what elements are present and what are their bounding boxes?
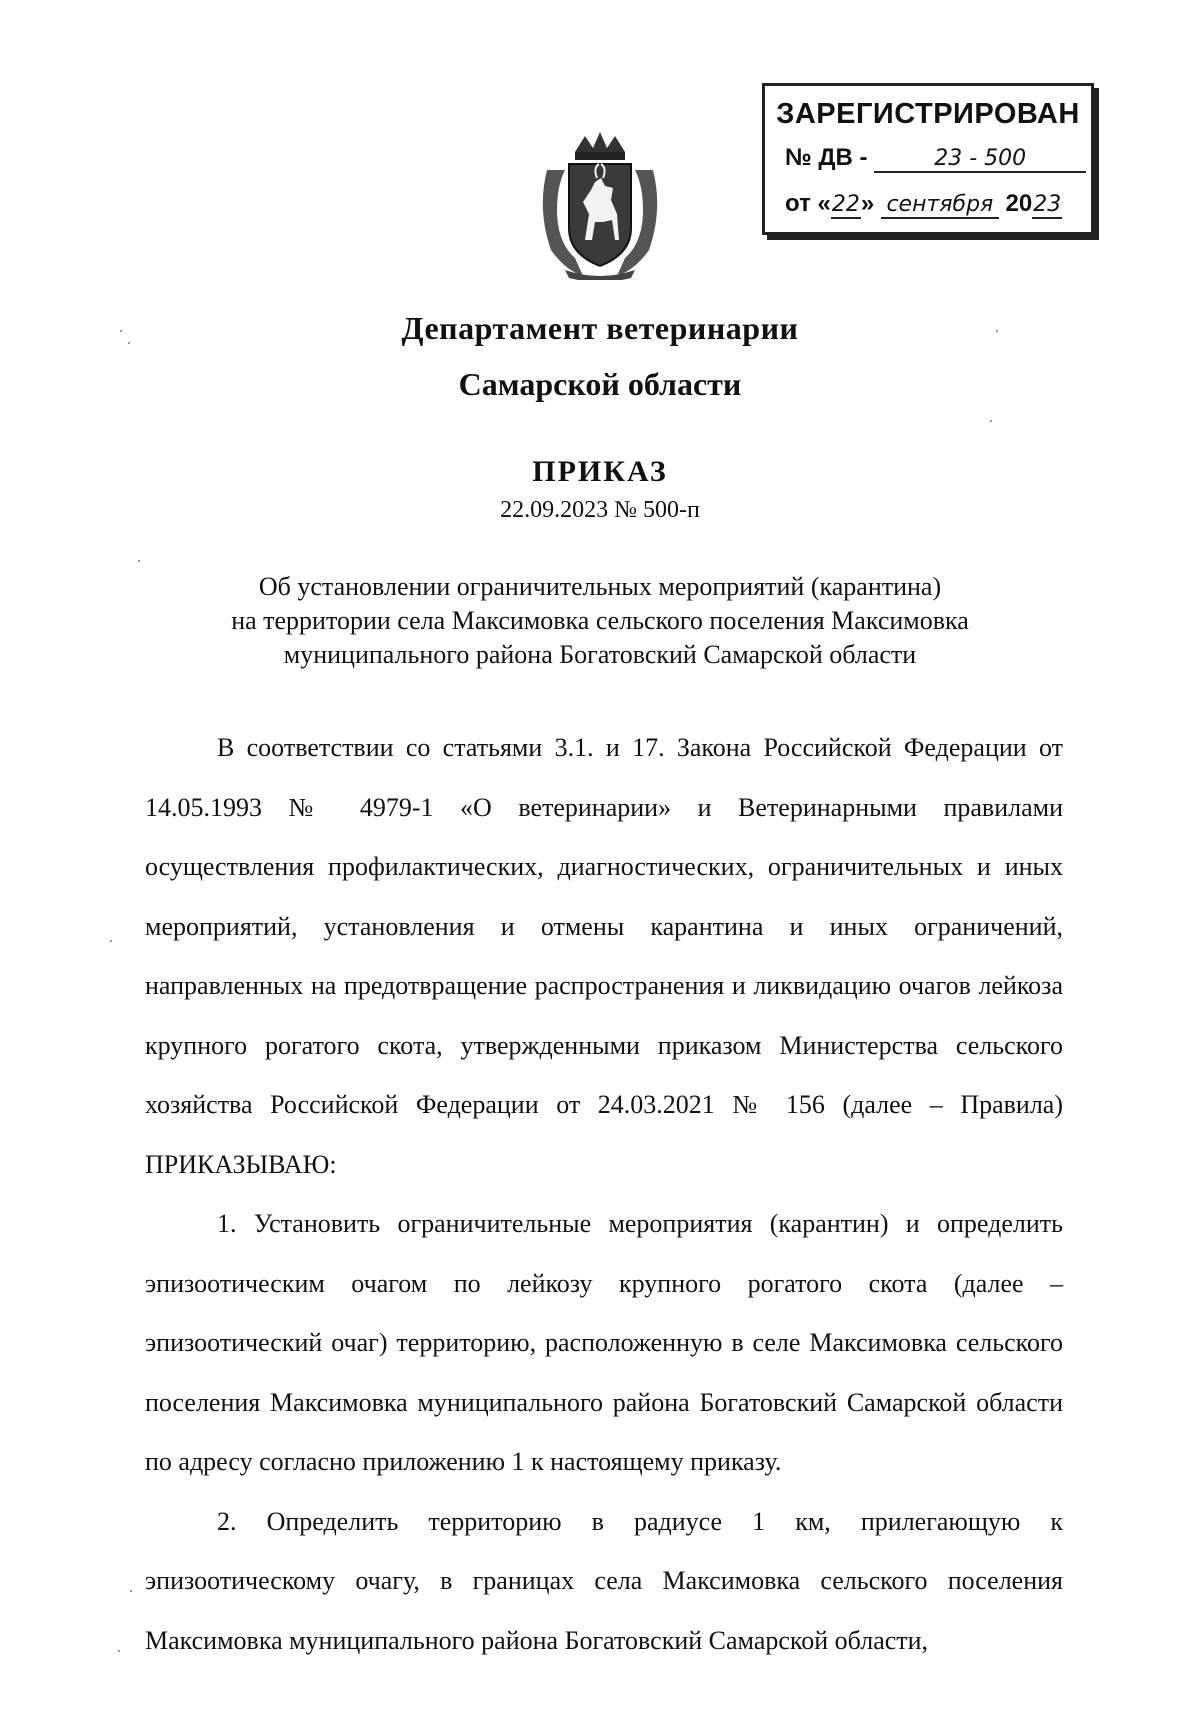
stamp-number-label: № ДВ - <box>785 144 868 171</box>
stamp-number-value: 23 - 500 <box>874 146 1086 173</box>
stamp-date-day: 22 <box>831 192 860 217</box>
stamp-title: ЗАРЕГИСТРИРОВАН <box>776 98 1080 130</box>
department-name-line1: Департамент ветеринарии <box>401 310 799 346</box>
stamp-date-mid: » <box>860 190 875 217</box>
scan-speck <box>120 330 122 332</box>
stamp-date-line <box>785 190 1062 219</box>
body-paragraph-item1: 1. Установить ограничительные мероприятия (карантин) и определить эпизоотическим очагом по лейкозу крупного рогатого скота (далее – эпизоотический очаг) территорию, расположенную в селе Максимовка сельского поселения Максимовка муниципального района Богатовский Самарской области по адресу согласно приложению 1 к настоящему приказу. <box>145 1209 1063 1476</box>
scan-speck <box>990 420 992 422</box>
stamp-date-year-suffix: 23 <box>1033 192 1062 217</box>
scan-speck <box>130 1590 132 1592</box>
subject-line2: на территории села Максимовка сельского поселения Максимовка <box>231 606 969 635</box>
body-paragraph-item2: 2. Определить территорию в радиусе 1 км, прилегающую к эпизоотическому очагу, в границах села Максимовка сельского поселения Максимовка муниципального района Богатовский Самарской области, <box>145 1506 1063 1655</box>
document-subject <box>100 570 1100 672</box>
subject-line3: муниципального района Богатовский Самарской области <box>283 640 917 669</box>
department-name-line2: Самарской области <box>458 366 742 402</box>
document-date-number: 22.09.2023 № 500-п <box>500 497 700 523</box>
stamp-date-month: сентября <box>881 192 999 219</box>
subject-line1: Об установлении ограничительных мероприятий (карантина) <box>258 572 942 601</box>
scan-speck <box>996 330 998 332</box>
coat-of-arms-samara-icon <box>535 130 665 280</box>
scan-speck <box>128 342 130 344</box>
stamp-date-prefix: от « <box>785 190 831 217</box>
stamp-date-year-prefix: 20 <box>1005 190 1033 217</box>
body-paragraph-preamble: В соответствии со статьями 3.1. и 17. Закона Российской Федерации от 14.05.1993 № 4979-1 «О ветеринарии» и Ветеринарными правилами осуществления профилактических, диагностических, ограничительных и иных мероприятий, установления и отмены карантина и иных ограничений, направленных на предотвращение распространения и ликвидацию очагов лейкоза крупного рогатого скота, утвержденными приказом Министерства сельского хозяйства Российской Федерации от 24.03.2021 № 156 (далее – Правила) ПРИКАЗЫВАЮ: <box>145 733 1063 1179</box>
document-type: ПРИКАЗ <box>532 455 668 488</box>
scan-speck <box>138 560 140 562</box>
document-body <box>145 718 1063 1670</box>
registration-stamp <box>762 83 1094 235</box>
scan-speck <box>118 1650 120 1652</box>
scan-speck <box>110 940 112 942</box>
stamp-number-line <box>785 144 1086 173</box>
